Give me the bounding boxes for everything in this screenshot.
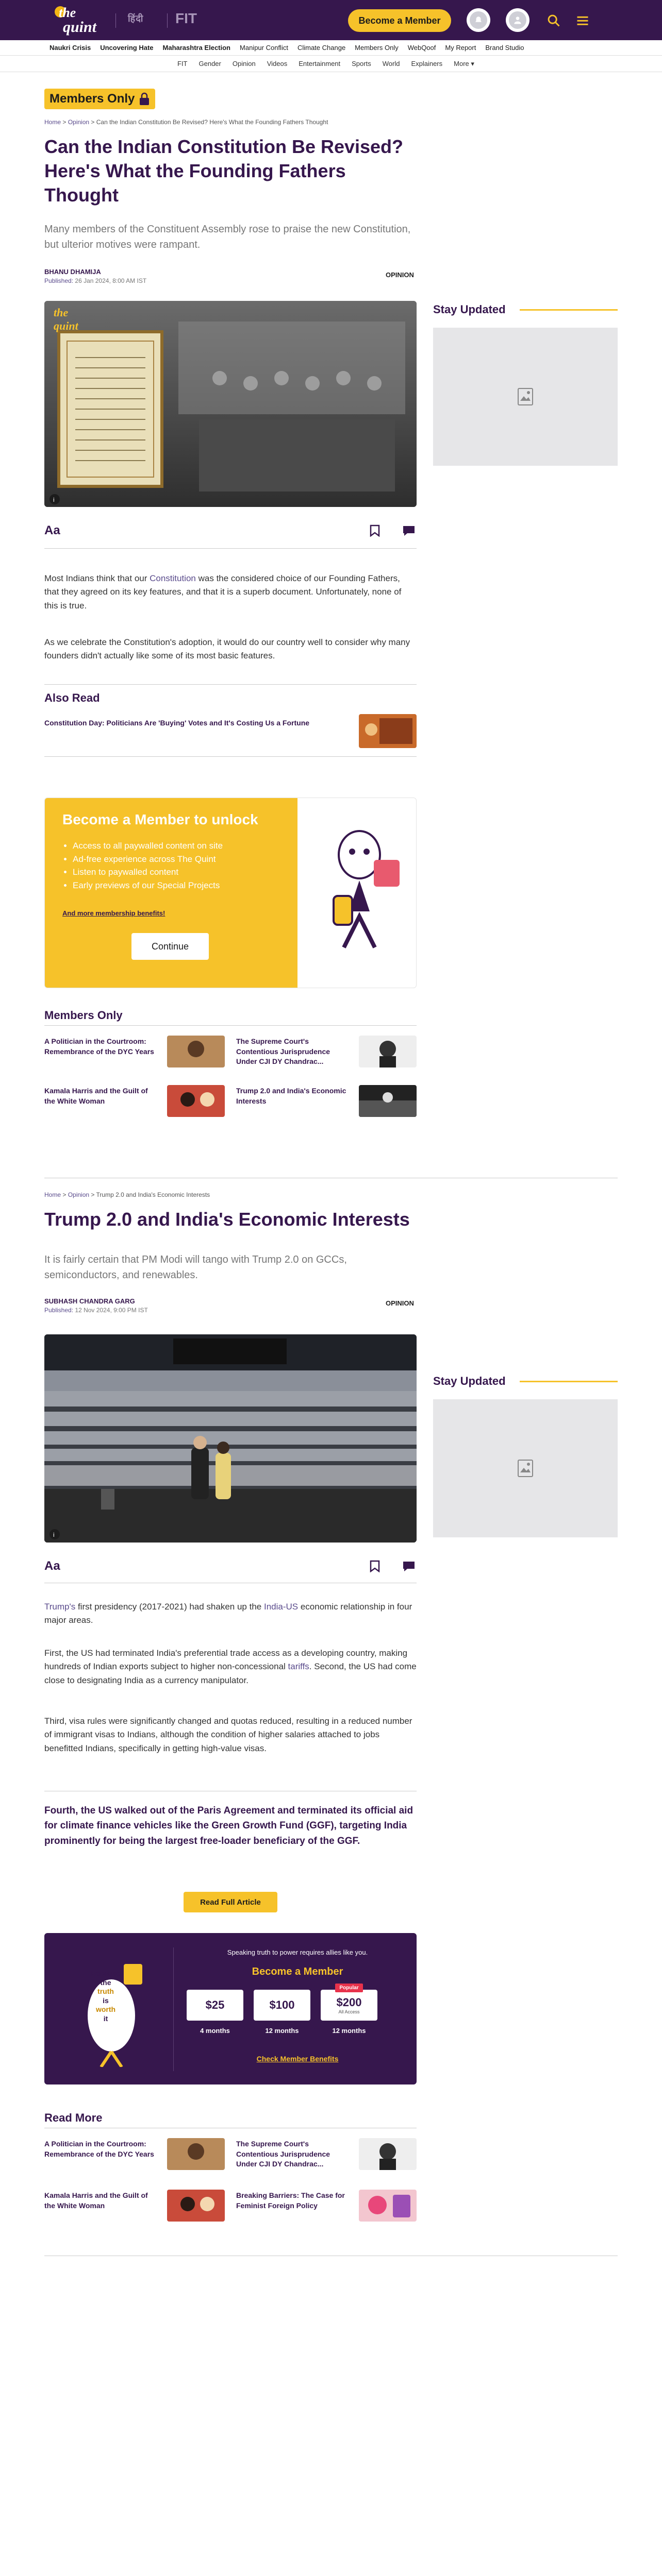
list-item[interactable]: Trump 2.0 and India's Economic Interests [236,1085,417,1119]
pricing-heading: Become a Member [252,1966,343,1977]
top-bar [0,0,662,40]
user-icon [512,15,523,25]
benefit-item: • Ad-free experience across The Quint [73,853,223,866]
benefit-item: • Listen to paywalled content [73,866,223,879]
nav-item[interactable]: My Report [445,44,476,52]
divider [173,1947,174,2071]
trump-link[interactable]: Trump's [44,1602,76,1612]
list-item[interactable]: The Supreme Court's Contentious Jurisprudence Under CJI DY Chandrac... [236,2138,417,2172]
page-title: Trump 2.0 and India's Economic Interests [44,1209,410,1230]
notification-button[interactable] [467,8,490,32]
mascot-illustration [313,819,406,963]
article-tools [44,1556,417,1577]
members-only-grid [44,1036,417,1118]
nav-item[interactable]: Gender [198,60,221,67]
nav-item[interactable]: Opinion [232,60,256,67]
check-benefits-link[interactable]: Check Member Benefits [256,2055,339,2063]
quint-watermark-logo: the quint [54,306,78,332]
breadcrumb: Home > Opinion > Can the Indian Constitution Be Revised? Here's What the Founding Fathers Thought [44,118,328,126]
members-only-badge: Members Only [44,89,417,109]
nav-item[interactable]: Sports [352,60,371,67]
article-paragraph: First, the US had terminated India's preferential trade access as a developing country, making hundreds of Indian exports subject to higher non-concessional tariffs. Second, the US had come close to designating India as a currency manipulator. [44,1648,417,1685]
comment-icon[interactable] [402,1560,416,1572]
nav-item[interactable]: WebQoof [407,44,436,52]
svg-text:i: i [53,496,55,503]
divider [44,684,417,685]
mascot-sign: Because the truth is worth it [91,1969,121,2023]
benefits-list [73,839,223,892]
also-read-heading: Also Read [44,691,100,704]
read-more-heading: Read More [44,2111,103,2124]
font-size-button[interactable]: Aa [44,1559,60,1573]
comment-icon[interactable] [402,524,416,537]
ad-slot [433,328,618,466]
read-more-grid [44,2138,417,2226]
plan-option[interactable]: $25 [187,1990,243,2021]
profile-button[interactable] [506,8,529,32]
list-item[interactable]: Kamala Harris and the Guilt of the White Woman [44,1085,225,1119]
list-item[interactable]: The Supreme Court's Contentious Jurisprudence Under CJI DY Chandrac... [236,1036,417,1070]
more-menu[interactable]: More ▾ [454,59,474,67]
secondary-nav [0,56,662,72]
divider [44,756,417,757]
promo-heading: Become a Member to unlock [62,811,258,827]
nav-item[interactable]: Manipur Conflict [240,44,288,52]
plan-period: 12 months [332,2027,366,2035]
article-thumbnail [359,2190,417,2222]
category-tag[interactable]: OPINION [386,271,414,279]
the-quint-logo[interactable]: the quint [49,3,100,37]
nav-item[interactable]: Naukri Crisis [49,44,91,52]
also-read-card[interactable]: Constitution Day: Politicians Are 'Buying' Votes and It's Costing Us a Fortune [44,714,417,750]
fit-brand-link[interactable]: FIT [175,10,197,26]
hamburger-menu-icon[interactable] [575,13,590,28]
lock-icon [139,92,150,106]
article-thumbnail [359,2138,417,2170]
plan-period: 12 months [265,2027,299,2035]
article-thumbnail [359,1085,417,1117]
image-placeholder-icon [515,386,536,407]
india-us-link[interactable]: India-US [263,1602,299,1612]
svg-text:i: i [53,1531,55,1538]
article-paragraph: Most Indians think that our Constitution was the considered choice of our Founding Fathers, that they agreed on its key features, and that it is a superb document. Unfortunately, none of this is true. [44,573,402,611]
list-item[interactable]: A Politician in the Courtroom: Remembrance of the DYC Years [44,1036,225,1070]
search-icon[interactable] [547,13,561,28]
author-name[interactable]: BHANU DHAMIJA [44,268,101,276]
category-tag[interactable]: OPINION [386,1299,414,1307]
article-hero-image [44,301,417,507]
plan-period: 4 months [200,2027,230,2035]
list-item[interactable]: A Politician in the Courtroom: Remembrance of the DYC Years [44,2138,225,2172]
article-thumbnail [359,1036,417,1067]
plan-option[interactable]: $100 [254,1990,310,2021]
membership-promo [44,798,417,988]
ad-slot [433,1399,618,1537]
read-full-article-button[interactable]: Read Full Article [184,1892,277,1912]
article-paragraph-faded: Fourth, the US walked out of the Paris Agreement and terminated its official aid for climate finance vehicles like the Green Growth Fund (GGF), targeting India prominently for being the largest free-loader beneficiary of the GGF. [44,1805,413,1846]
continue-button[interactable]: Continue [131,933,209,960]
article-subtitle: Many members of the Constituent Assembly rose to praise the new Constitution, but ulterior motives were rampant. [44,224,411,250]
divider [167,13,168,28]
nav-item[interactable]: Uncovering Hate [100,44,154,52]
list-item[interactable]: Kamala Harris and the Guilt of the White Woman [44,2190,225,2224]
article-subtitle: It is fairly certain that PM Modi will tango with Trump 2.0 on GCCs, semiconductors, and renewables. [44,1254,347,1281]
article-tools [44,520,417,541]
article-paragraph: Trump's first presidency (2017-2021) had shaken up the India-US economic relationship in four major areas. [44,1602,412,1625]
bell-icon [474,15,483,25]
members-only-heading: Members Only [44,1009,123,1022]
plan-option-popular[interactable]: Popular $200 All Access [321,1990,377,2021]
become-member-button[interactable]: Become a Member [348,9,451,32]
author-name[interactable]: SUBHASH CHANDRA GARG [44,1297,135,1305]
publish-date: Published: 12 Nov 2024, 9:00 PM IST [44,1307,148,1314]
divider [44,1025,417,1026]
breadcrumb: Home > Opinion > Trump 2.0 and India's Economic Interests [44,1191,210,1198]
article-paragraph: As we celebrate the Constitution's adoption, it would do our country well to consider why many founders didn't actually like some of its most basic features. [44,637,410,661]
stay-updated-heading: Stay Updated [433,303,506,316]
stadium-photo [44,1334,417,1543]
chevron-down-icon: ▾ [471,59,474,67]
list-item[interactable]: Breaking Barriers: The Case for Feminist Foreign Policy [236,2190,417,2224]
benefit-item: • Access to all paywalled content on site [73,839,223,853]
nav-item[interactable]: World [382,60,400,67]
bookmark-icon[interactable] [369,1560,380,1572]
membership-pricing [44,1933,417,2084]
article-hero-image [44,1334,417,1543]
article-thumbnail [167,1036,225,1067]
nav-item[interactable]: Explainers [411,60,443,67]
font-size-button[interactable]: Aa [44,523,60,537]
publish-date: Published: 26 Jan 2024, 8:00 AM IST [44,277,147,284]
pricing-tagline: Speaking truth to power requires allies like you. [227,1948,368,1956]
article-thumbnail [167,2190,225,2222]
article-thumbnail [167,2138,225,2170]
more-benefits-link[interactable]: And more membership benefits! [62,909,166,917]
tariffs-link[interactable]: tariffs [288,1662,309,1672]
article-paragraph: Third, visa rules were significantly changed and quotas reduced, resulting in a reduced number of immigrant visas to Indians, although the condition of higher salaries attached to jobs benefitted Indians, specifically in getting high-value visas. [44,1716,412,1753]
heading-underline [520,309,618,311]
bookmark-icon[interactable] [369,524,380,537]
nav-item[interactable]: Maharashtra Election [162,44,231,52]
benefit-item: • Early previews of our Special Projects [73,879,223,892]
page-title: Can the Indian Constitution Be Revised? Here's What the Founding Fathers Thought [44,136,404,206]
nav-item[interactable]: FIT [177,60,188,67]
stay-updated-heading: Stay Updated [433,1375,506,1387]
also-read-thumbnail [359,714,417,748]
divider [115,13,116,28]
divider [44,548,417,549]
nav-item[interactable]: Climate Change [297,44,346,52]
constitution-photo [44,301,417,507]
nav-item[interactable]: Members Only [355,44,399,52]
nav-item[interactable]: Videos [267,60,288,67]
hindi-brand-link[interactable]: हिंदी [128,13,144,24]
heading-underline [520,1381,618,1382]
nav-item[interactable]: Entertainment [299,60,341,67]
popular-badge: Popular [335,1984,362,1992]
image-placeholder-icon [515,1458,536,1479]
nav-item[interactable]: Brand Studio [485,44,524,52]
article-thumbnail [167,1085,225,1117]
primary-nav [0,40,662,56]
constitution-link[interactable]: Constitution [150,573,196,583]
